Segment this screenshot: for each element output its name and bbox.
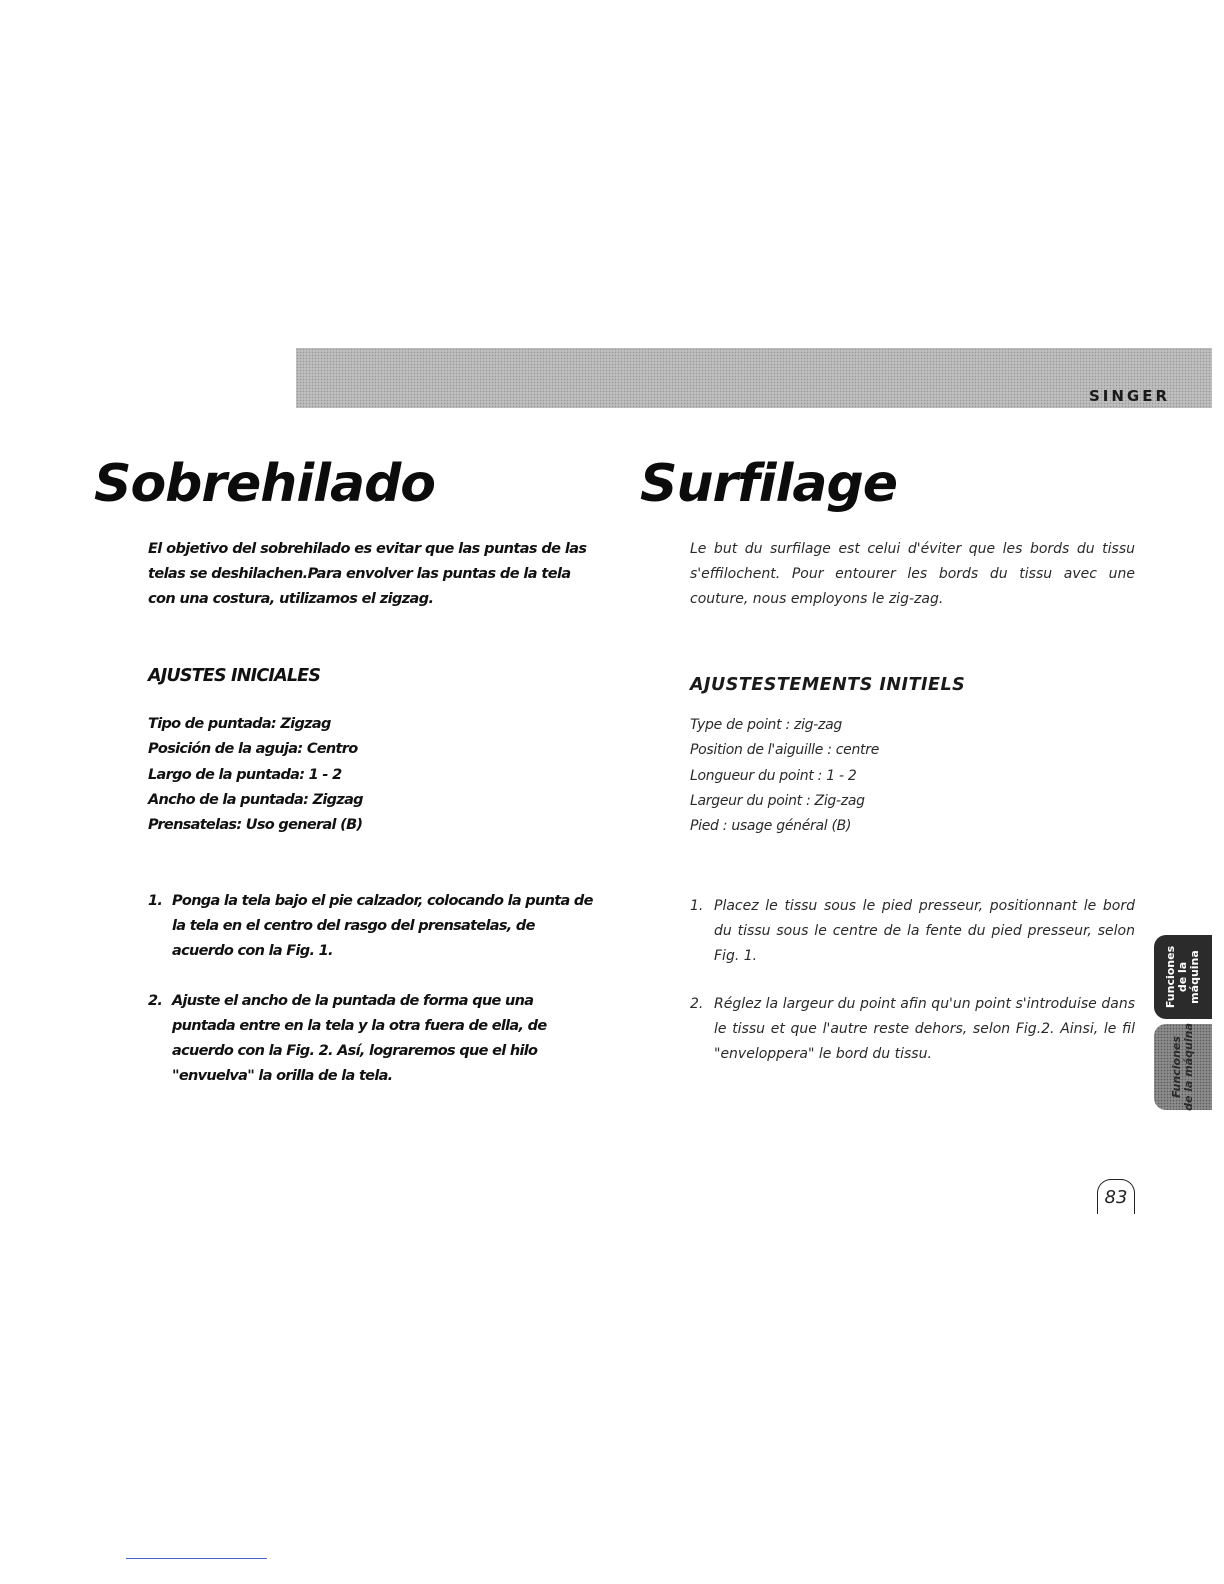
settings-heading-spanish: AJUSTES INICIALES <box>148 666 321 686</box>
settings-list-spanish <box>148 712 363 838</box>
footnote-divider <box>126 1558 267 1559</box>
setting-item: Longueur du point : 1 - 2 <box>690 767 857 784</box>
side-tab-label: Funciones de la máquina <box>1170 1023 1195 1111</box>
step-text: Réglez la largeur du point afin qu'un point s'introduise dans le tissu et que l'autre reste dehors, selon Fig.2. Ainsi, le fil "enveloppera" le bord du tissu. <box>714 996 1135 1062</box>
setting-item: Pied : usage général (B) <box>690 818 852 835</box>
setting-item: Type de point : zig-zag <box>690 717 842 733</box>
intro-paragraph-french: Le but du surfilage est celui d'éviter que les bords du tissu s'effilochent. Pour entourer les bords du tissu avec une couture, nous employons le zig-zag. <box>690 541 1135 607</box>
side-tab-machine-functions[interactable] <box>1154 1024 1212 1110</box>
brand-logo-text: SINGER <box>1088 387 1170 405</box>
setting-item: Posición de la aguja: Centro <box>148 741 358 758</box>
setting-item: Prensatelas: Uso general (B) <box>148 817 363 834</box>
steps-list-spanish <box>148 889 598 1114</box>
step-number: 2. <box>690 996 704 1012</box>
step-item <box>690 894 1135 969</box>
side-tab-machine-functions-active[interactable] <box>1154 935 1212 1019</box>
step-number: 2. <box>148 993 163 1009</box>
step-item <box>690 992 1135 1067</box>
setting-item: Largo de la puntada: 1 - 2 <box>148 766 342 783</box>
setting-item: Position de l'aiguille : centre <box>690 742 880 759</box>
setting-item: Tipo de puntada: Zigzag <box>148 716 331 732</box>
side-tab-label: Funciones de la máquina <box>1164 945 1201 1009</box>
header-band <box>296 348 1212 408</box>
step-item <box>148 889 598 964</box>
settings-heading-french: AJUSTESTEMENTS INITIELS <box>690 675 966 695</box>
settings-list-french <box>690 713 879 839</box>
step-item <box>148 989 598 1089</box>
step-number: 1. <box>148 893 163 909</box>
page-number: 83 <box>1097 1179 1135 1214</box>
step-number: 1. <box>690 898 704 914</box>
page-title-spanish: Sobrehilado <box>94 454 436 514</box>
steps-list-french <box>690 894 1135 1090</box>
setting-item: Largeur du point : Zig-zag <box>690 792 865 809</box>
step-text: Ponga la tela bajo el pie calzador, colocando la punta de la tela en el centro del rasgo del prensatelas, de acuerdo con la Fig. 1. <box>172 893 593 959</box>
step-text: Placez le tissu sous le pied presseur, positionnant le bord du tissu sous le centre de la fente du pied presseur, selon Fig. 1. <box>714 898 1135 964</box>
setting-item: Ancho de la puntada: Zigzag <box>148 791 363 808</box>
step-text: Ajuste el ancho de la puntada de forma que una puntada entre en la tela y la otra fuera de ella, de acuerdo con la Fig. 2. Así, lograremos que el hilo "envuelva" la orilla de la tela. <box>172 993 547 1084</box>
page-title-french: Surfilage <box>640 454 897 514</box>
intro-paragraph-spanish: El objetivo del sobrehilado es evitar que las puntas de las telas se deshilachen.Para envolver las puntas de la tela con una costura, utilizamos el zigzag. <box>148 541 587 607</box>
